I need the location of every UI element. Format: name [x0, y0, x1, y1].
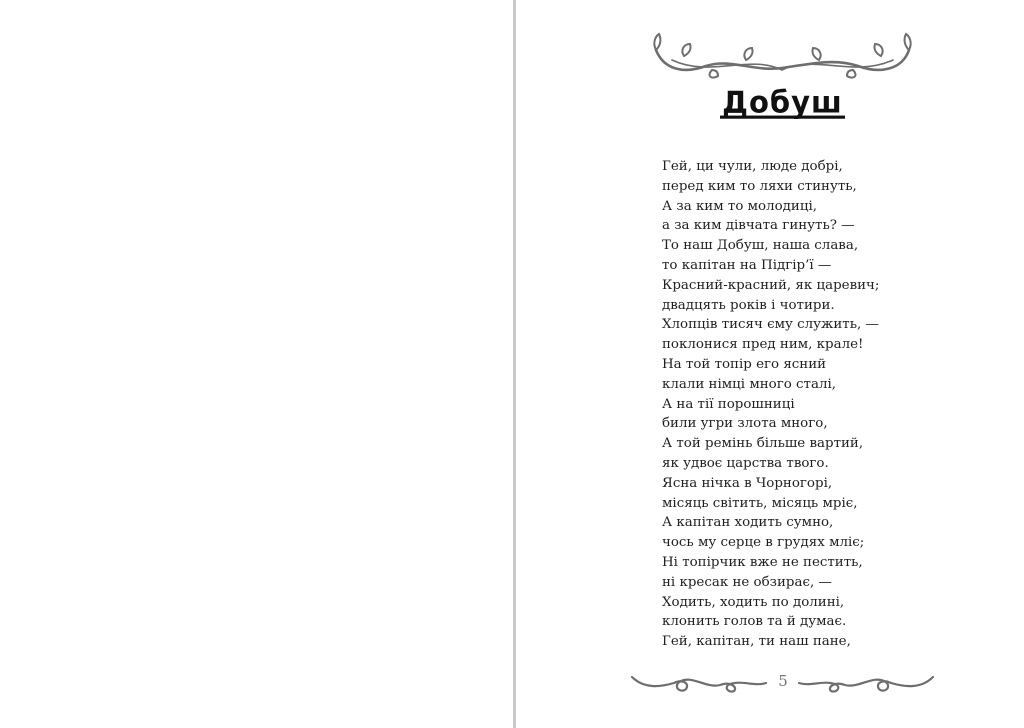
page-title-text: Добуш — [722, 84, 843, 120]
poem-line: А той ремінь більше вартий, — [662, 436, 864, 452]
poem-line: Гей, капітан, ти наш пане, — [662, 634, 851, 650]
poem-line: На той топір его ясний — [662, 356, 827, 372]
poem-line: ні кресак не обзирає, — — [662, 574, 832, 590]
poem-line: Ходить, ходить по долині, — [662, 594, 845, 610]
poem-line: місяць світить, місяць мріє, — [662, 495, 858, 511]
poem-line: Ні топірчик вже не пестить, — [662, 554, 863, 570]
poem-line: то капітан на Підгір’ї — — [662, 257, 832, 273]
poem-line: як удвоє царства твого. — [662, 455, 829, 471]
poem-line: А на тії порошниці — [662, 396, 795, 412]
poem-line: а за ким дівчата гинуть? — — [662, 218, 855, 234]
poem-line: Красний-красний, як царевич; — [662, 277, 880, 293]
poem-line: А капітан ходить сумно, — [662, 515, 834, 531]
poem-line: клонить голов та й думає. — [662, 614, 847, 630]
poem-line: Хлопців тисяч єму служить, — — [662, 317, 879, 333]
poem-line: А за ким то молодиці, — [662, 198, 817, 214]
vine-ornament-icon — [650, 30, 915, 82]
poem-line: клали німці много сталі, — [662, 376, 836, 392]
page-title — [650, 84, 915, 120]
poem-text — [662, 157, 942, 652]
poem-line: То наш Добуш, наша слава, — [662, 238, 859, 254]
poem-line: двадцять років і чотири. — [662, 297, 835, 313]
poem-line: Гей, ци чули, люде добрі, — [662, 159, 843, 174]
poem-line: перед ким то ляхи стинуть, — [662, 178, 857, 194]
poem-line: чось му серце в грудях мліє; — [662, 535, 865, 551]
poem-line: поклонися пред ним, крале! — [662, 337, 864, 353]
poem-line: Ясна нічка в Чорногорі, — [662, 475, 833, 491]
page-number: 5 — [778, 672, 788, 690]
poem-line: били угри злота много, — [662, 416, 828, 432]
